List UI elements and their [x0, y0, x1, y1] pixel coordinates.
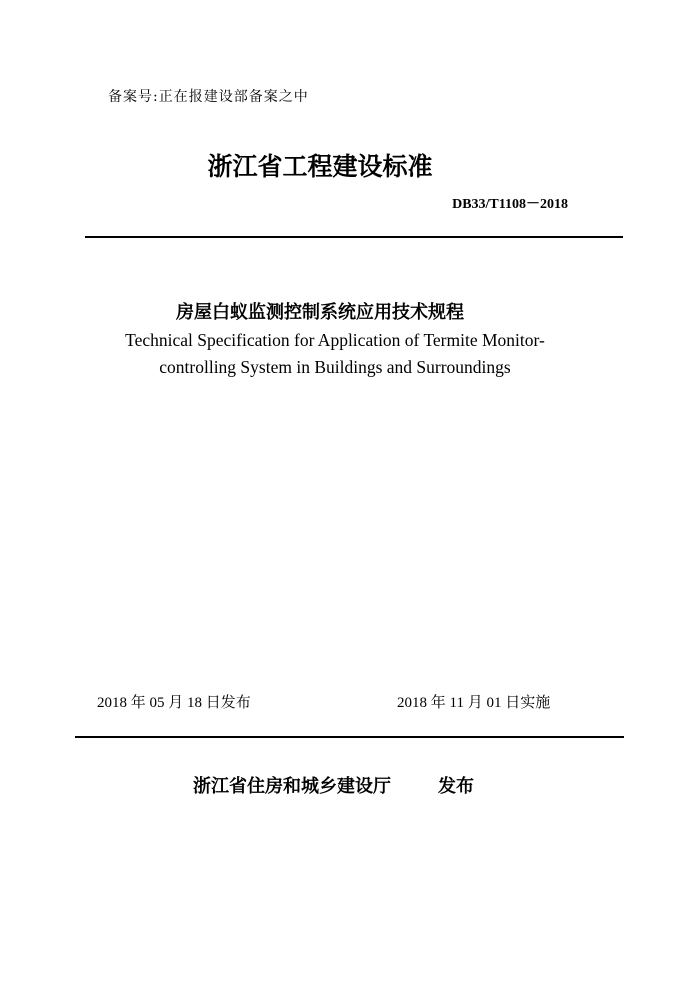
standard-code: DB33/T1108－2018	[452, 197, 568, 212]
bottom-divider	[75, 736, 624, 738]
issuer: 浙江省住房和城乡建设厅	[193, 776, 391, 797]
release-date: 2018 年 05 月 18 日发布	[97, 695, 251, 711]
document-title-en-line-1: Technical Specification for Application of Termite Monitor-	[125, 330, 545, 350]
issue-label: 发布	[438, 776, 474, 797]
record-number: 备案号:正在报建设部备案之中	[108, 89, 309, 105]
document-title-en-line-2: controlling System in Buildings and Surroundings	[159, 357, 511, 377]
standard-title: 浙江省工程建设标准	[207, 152, 433, 181]
document-title-cn: 房屋白蚁监测控制系统应用技术规程	[176, 302, 464, 323]
top-divider	[85, 236, 623, 238]
implementation-date: 2018 年 11 月 01 日实施	[397, 695, 551, 711]
